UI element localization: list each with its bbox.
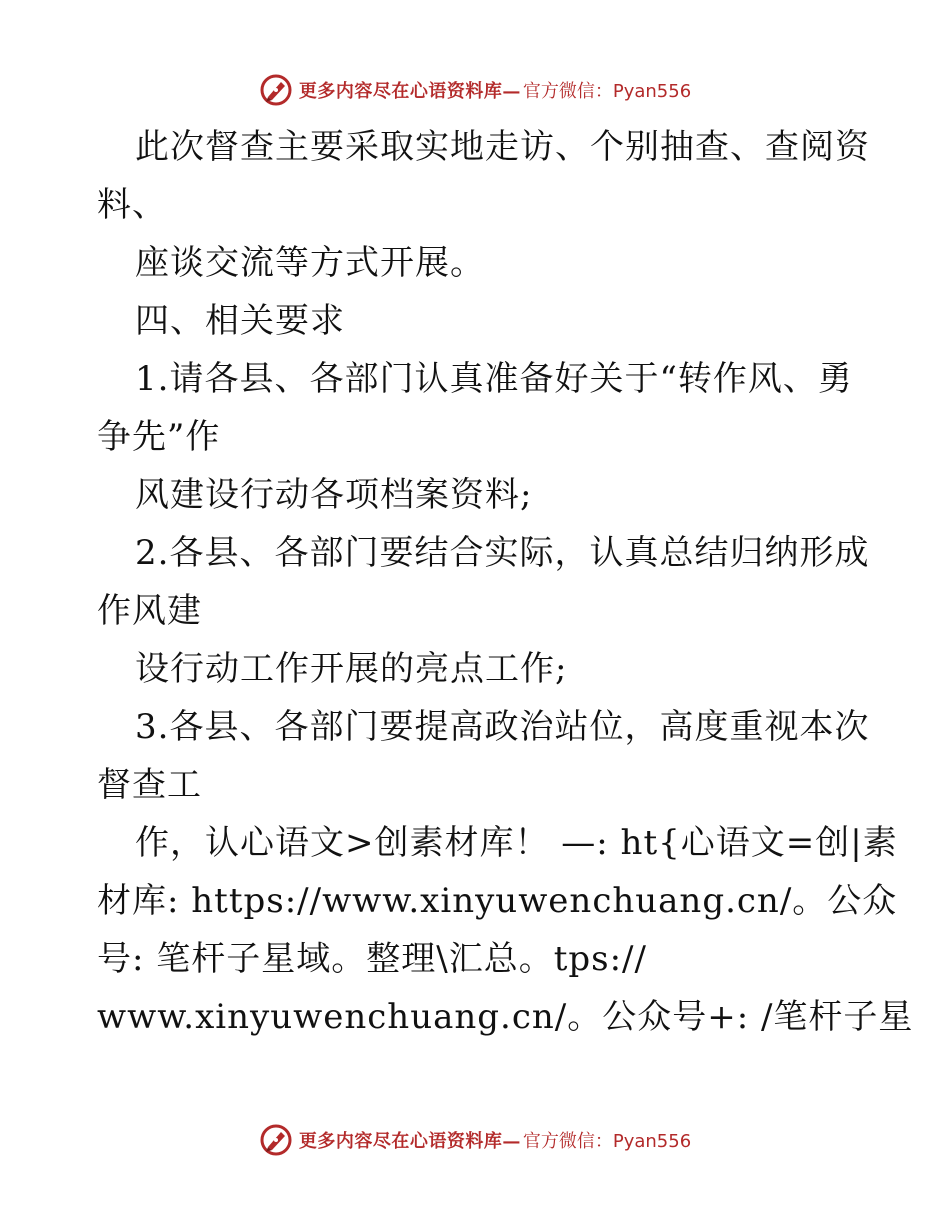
body-line: 号: 笔杆子星域。整理\汇总。tps:// (97, 939, 647, 979)
header-banner (0, 70, 950, 110)
footer-banner (0, 1120, 950, 1160)
pen-logo-icon (259, 1123, 293, 1157)
body-line: 督查工 (97, 765, 202, 805)
body-line: 2.各县、各部门要结合实际，认真总结归纳形成 (135, 533, 870, 573)
header-site-text: 更多内容尽在心语资料库— (298, 81, 521, 102)
header-contact-text: 官方微信：Pyan556 (522, 81, 692, 102)
body-line: 风建设行动各项档案资料; (135, 475, 533, 515)
body-line: 此次督查主要采取实地走访、个别抽查、查阅资 (135, 127, 870, 167)
body-line: 料、 (97, 185, 167, 225)
body-line: 3.各县、各部门要提高政治站位，高度重视本次 (135, 707, 870, 747)
body-line: 座谈交流等方式开展。 (135, 243, 485, 283)
body-line: 作风建 (97, 591, 202, 631)
footer-contact-text: 官方微信：Pyan556 (522, 1131, 692, 1152)
body-line: 争先”作 (97, 417, 221, 457)
body-line: 材库: https://www.xinyuwenchuang.cn/。公众 (97, 881, 898, 921)
section-heading: 四、相关要求 (135, 301, 345, 341)
body-line: 1.请各县、各部门认真准备好关于“转作风、勇 (135, 359, 853, 399)
body-line: www.xinyuwenchuang.cn/。公众号+: /笔杆子星 (97, 997, 914, 1037)
body-line: 设行动工作开展的亮点工作; (135, 649, 568, 689)
pen-logo-icon (259, 73, 293, 107)
body-line: 作，认心语文>创素材库！ —: ht{心语文=创|素 (135, 823, 898, 863)
footer-site-text: 更多内容尽在心语资料库— (298, 1131, 521, 1152)
